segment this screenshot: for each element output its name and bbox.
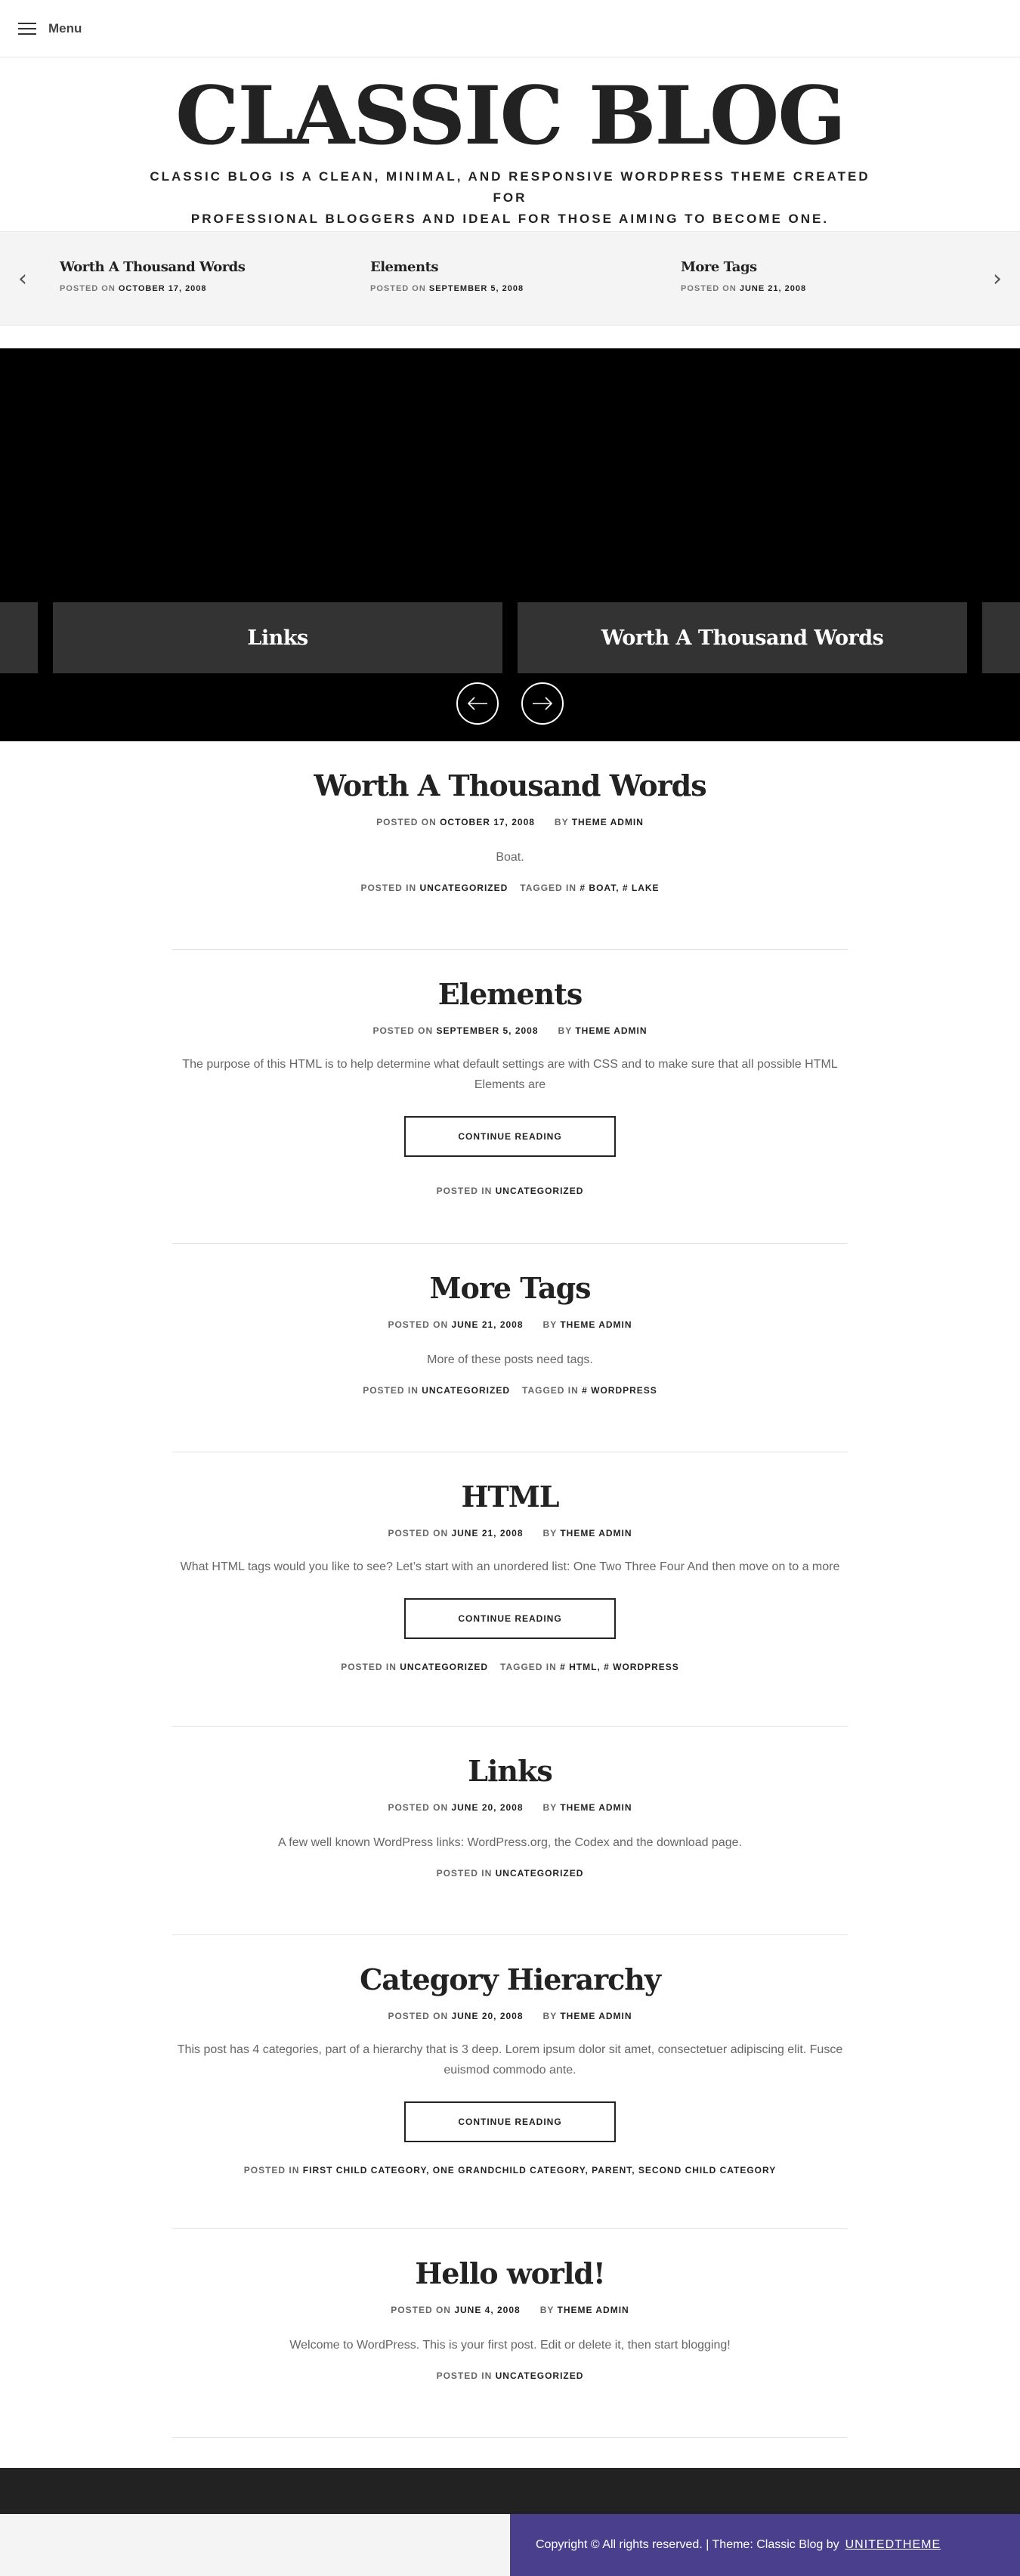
menu-label: Menu [48, 20, 82, 36]
post-author[interactable]: THEME ADMIN [571, 816, 644, 827]
post-date[interactable]: OCTOBER 17, 2008 [440, 816, 535, 827]
post-meta: POSTED ON SEPTEMBER 5, 2008 BY THEME ADMIN [372, 1025, 648, 1036]
slide-card-partial[interactable] [982, 602, 1020, 673]
copyright-text: Copyright © All rights reserved. | Theme: Classic Blog by [536, 2538, 839, 2551]
continue-reading-button[interactable]: CONTINUE READING [404, 2101, 616, 2142]
arrow-left-icon [466, 696, 489, 711]
post-date[interactable]: JUNE 21, 2008 [451, 1319, 524, 1330]
featured-date[interactable]: JUNE 21, 2008 [739, 284, 807, 293]
featured-posts-carousel [0, 231, 1020, 326]
post-card [172, 950, 848, 1244]
post-author[interactable]: THEME ADMIN [557, 2304, 629, 2315]
post-taxonomy: POSTED IN UNCATEGORIZED [436, 1867, 584, 1879]
slide-title[interactable]: Links [247, 626, 308, 650]
post-card [172, 1935, 848, 2229]
post-card [172, 1452, 848, 1727]
site-footer [0, 2468, 1020, 2576]
chevron-right-icon[interactable]: › [993, 265, 1002, 292]
post-taxonomy: POSTED IN FIRST CHILD CATEGORY, ONE GRANDCHILD CATEGORY, PARENT, SECOND CHILD CATEGORY [243, 2164, 777, 2176]
featured-title[interactable]: Elements [370, 259, 439, 275]
next-slide-button[interactable] [521, 682, 564, 725]
menu-toggle-button[interactable] [18, 21, 82, 36]
post-category[interactable]: UNCATEGORIZED [400, 1661, 488, 1672]
post-card [172, 1727, 848, 1935]
post-card [172, 741, 848, 950]
featured-title[interactable]: More Tags [681, 259, 757, 275]
post-date[interactable]: SEPTEMBER 5, 2008 [436, 1025, 539, 1036]
featured-date[interactable]: OCTOBER 17, 2008 [118, 284, 207, 293]
post-date[interactable]: JUNE 21, 2008 [451, 1527, 524, 1538]
site-description [132, 166, 888, 230]
post-taxonomy: POSTED IN UNCATEGORIZED TAGGED IN # BOAT, # LAKE [360, 882, 660, 893]
post-title[interactable]: Elements [437, 977, 583, 1011]
post-taxonomy: POSTED IN UNCATEGORIZED [436, 2370, 584, 2381]
featured-date[interactable]: SEPTEMBER 5, 2008 [428, 284, 524, 293]
featured-item[interactable] [370, 259, 524, 293]
theme-credit-link[interactable]: UNITEDTHEME [845, 2538, 941, 2551]
continue-reading-button[interactable]: CONTINUE READING [404, 1598, 616, 1639]
post-list [172, 741, 848, 2438]
post-category[interactable]: FIRST CHILD CATEGORY, ONE GRANDCHILD CATEGORY, PARENT, SECOND CHILD CATEGORY [302, 2164, 777, 2176]
post-category[interactable]: UNCATEGORIZED [495, 1185, 584, 1196]
hamburger-icon [18, 23, 36, 35]
post-author[interactable]: THEME ADMIN [560, 2010, 632, 2021]
post-excerpt: This post has 4 categories, part of a hierarchy that is 3 deep. Lorem ipsum dolor sit amet, consectetuer adipiscing elit. Fusce euismod commodo ante. [177, 2043, 843, 2077]
post-date[interactable]: JUNE 20, 2008 [451, 1801, 524, 1813]
post-author[interactable]: THEME ADMIN [560, 1319, 632, 1330]
featured-meta: POSTED ON OCTOBER 17, 2008 [60, 284, 207, 293]
post-category[interactable]: UNCATEGORIZED [495, 2370, 584, 2381]
post-excerpt: More of these posts need tags. [427, 1353, 593, 1366]
slide-card-partial[interactable] [0, 602, 38, 673]
slide-card[interactable] [53, 602, 502, 673]
featured-item[interactable] [681, 259, 806, 293]
featured-item[interactable] [60, 259, 245, 293]
featured-title[interactable]: Worth A Thousand Words [60, 259, 246, 275]
post-title[interactable]: HTML [461, 1480, 559, 1514]
post-taxonomy: POSTED IN UNCATEGORIZED TAGGED IN # WORDPRESS [363, 1384, 657, 1396]
post-title[interactable]: Worth A Thousand Words [314, 768, 706, 802]
post-card [172, 2229, 848, 2438]
post-excerpt: The purpose of this HTML is to help determine what default settings are with CSS and to make sure that all possible HTML Elements are [182, 1057, 838, 1091]
post-category[interactable]: UNCATEGORIZED [495, 1867, 584, 1879]
post-excerpt: A few well known WordPress links: WordPress.org, the Codex and the download page. [278, 1835, 742, 1849]
continue-reading-button[interactable]: CONTINUE READING [404, 1116, 616, 1157]
post-author[interactable]: THEME ADMIN [560, 1527, 632, 1538]
post-tags[interactable]: # HTML, # WORDPRESS [560, 1661, 679, 1672]
post-title[interactable]: Category Hierarchy [360, 1962, 660, 1996]
slide-title[interactable]: Worth A Thousand Words [601, 626, 884, 650]
site-description-line: PROFESSIONAL BLOGGERS AND IDEAL FOR THOSE AIMING TO BECOME ONE. [190, 211, 830, 226]
post-category[interactable]: UNCATEGORIZED [422, 1384, 510, 1396]
post-title[interactable]: Links [468, 1754, 552, 1788]
post-meta: POSTED ON JUNE 20, 2008 BY THEME ADMIN [388, 1801, 632, 1813]
post-date[interactable]: JUNE 4, 2008 [454, 2304, 521, 2315]
site-branding [0, 57, 1020, 231]
slider-nav [0, 682, 1020, 725]
site-title[interactable]: CLASSIC BLOG [175, 68, 845, 162]
post-excerpt: Boat. [496, 850, 524, 864]
post-title[interactable]: More Tags [429, 1271, 591, 1305]
post-tags[interactable]: # BOAT, # LAKE [580, 882, 660, 893]
post-meta: POSTED ON JUNE 20, 2008 BY THEME ADMIN [388, 2010, 632, 2021]
prev-slide-button[interactable] [456, 682, 499, 725]
hero-slider [0, 348, 1020, 741]
slide-card[interactable] [518, 602, 967, 673]
post-tags[interactable]: # WORDPRESS [582, 1384, 657, 1396]
footer-bottom-bar [0, 2514, 1020, 2576]
footer-copyright [510, 2514, 1020, 2576]
post-author[interactable]: THEME ADMIN [575, 1025, 648, 1036]
post-author[interactable]: THEME ADMIN [560, 1801, 632, 1813]
post-meta: POSTED ON JUNE 21, 2008 BY THEME ADMIN [388, 1527, 632, 1538]
post-excerpt: Welcome to WordPress. This is your first post. Edit or delete it, then start blogging! [289, 2338, 731, 2352]
post-card [172, 1244, 848, 1452]
post-meta: POSTED ON OCTOBER 17, 2008 BY THEME ADMIN [376, 816, 644, 827]
site-description-line: CLASSIC BLOG IS A CLEAN, MINIMAL, AND RESPONSIVE WORDPRESS THEME CREATED FOR [150, 169, 870, 205]
chevron-left-icon[interactable]: ‹ [18, 265, 27, 292]
post-meta: POSTED ON JUNE 4, 2008 BY THEME ADMIN [391, 2304, 629, 2315]
post-category[interactable]: UNCATEGORIZED [419, 882, 508, 893]
featured-meta: POSTED ON SEPTEMBER 5, 2008 [370, 284, 524, 293]
post-excerpt: What HTML tags would you like to see? Let’s start with an unordered list: One Two Three Four And then move on to a more [180, 1560, 840, 1573]
post-taxonomy: POSTED IN UNCATEGORIZED [436, 1185, 584, 1196]
top-bar [0, 0, 1020, 57]
post-title[interactable]: Hello world! [415, 2256, 605, 2290]
post-meta: POSTED ON JUNE 21, 2008 BY THEME ADMIN [388, 1319, 632, 1330]
post-taxonomy: POSTED IN UNCATEGORIZED TAGGED IN # HTML, # WORDPRESS [341, 1661, 679, 1672]
arrow-right-icon [531, 696, 554, 711]
featured-meta: POSTED ON JUNE 21, 2008 [681, 284, 807, 293]
post-date[interactable]: JUNE 20, 2008 [451, 2010, 524, 2021]
